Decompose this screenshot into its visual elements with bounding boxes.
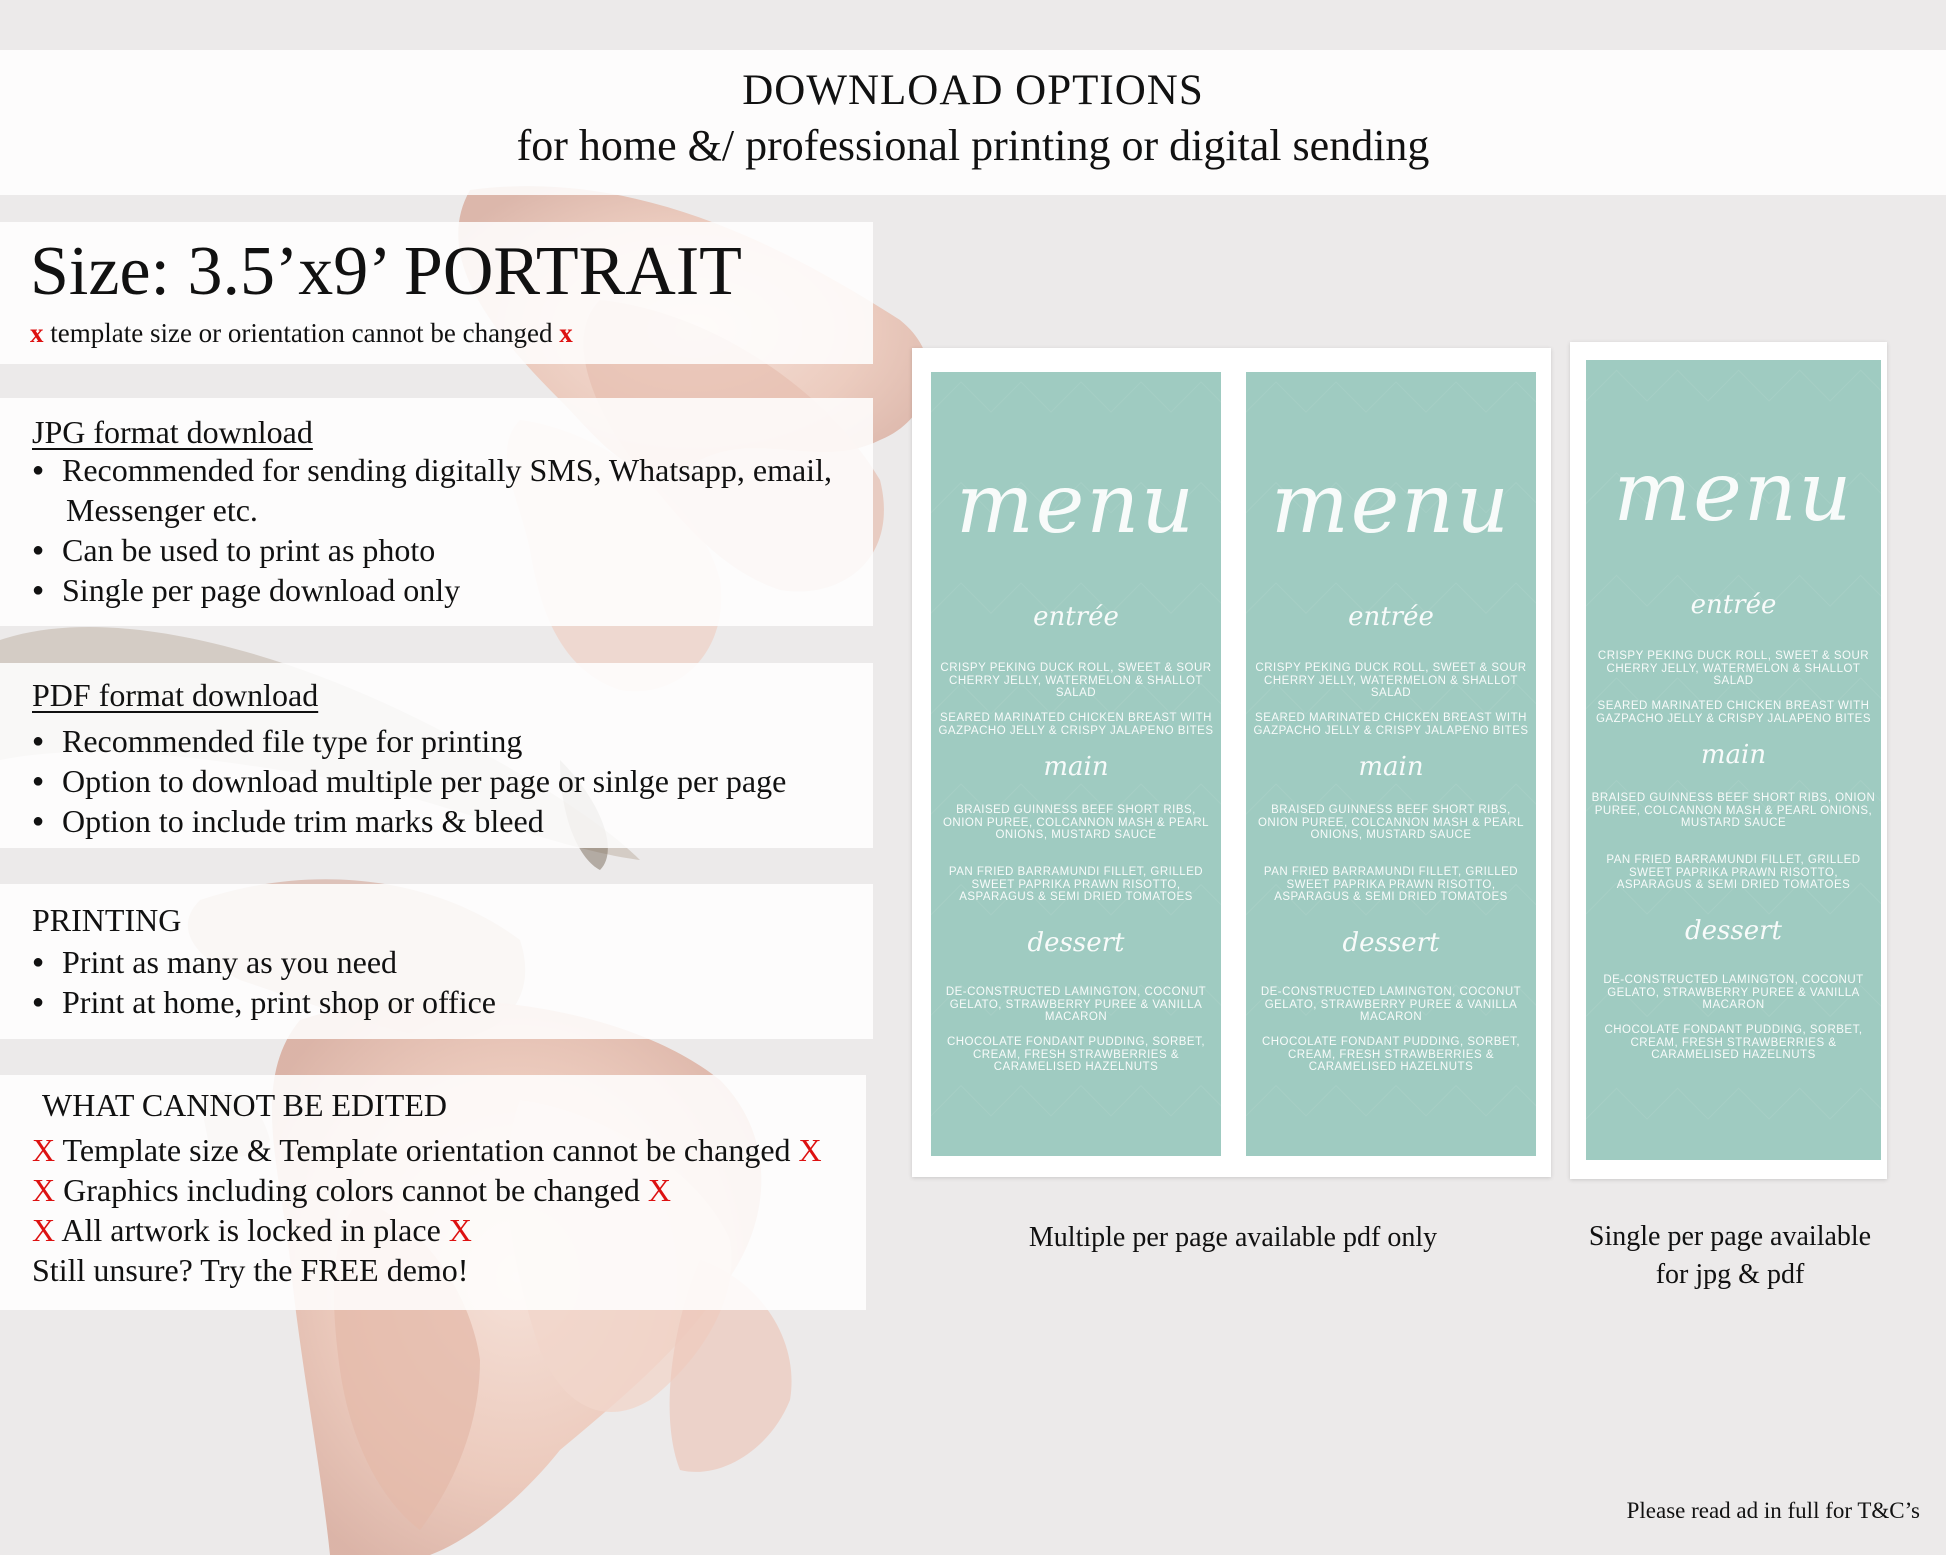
jpg-bullet-list [28,450,832,490]
demo-line: Still unsure? Try the FREE demo! [32,1252,469,1288]
terms-footnote: Please read ad in full for T&C’s [1626,1498,1920,1523]
jpg-heading: JPG format download [32,414,313,450]
menu-card-2 [1246,372,1536,1156]
printing-bullet-list [28,942,496,1022]
list-item: ● Print at home, print shop or office [28,982,496,1022]
menu-item: DE-CONSTRUCTED LAMINGTON, COCONUT GELATO, STRAWBERRY PUREE & VANILLA MACARON [1603,974,1864,1011]
menu-title: menu [1613,445,1854,540]
list-item: ● Can be used to print as photo [28,530,460,570]
entree-label: entrée [1348,602,1434,632]
entree-label: entrée [1690,590,1777,620]
cannot-edit-lines [32,1130,822,1290]
size-heading: Size: 3.5’x9’ PORTRAIT [30,233,742,310]
single-caption: Single per page available for jpg & pdf [1588,1221,1872,1290]
menu-item: SEARED MARINATED CHICKEN BREAST WITH GAZPACHO JELLY & CRISPY JALAPENO BITES [1253,712,1529,737]
red-x-icon: x [30,318,44,348]
menu-item: BRAISED GUINNESS BEEF SHORT RIBS, ONION PUREE, COLCANNON MASH & PEARL ONIONS, MUSTARD SAUCE [942,804,1210,841]
menu-item: CHOCOLATE FONDANT PUDDING, SORBET, CREAM, FRESH STRAWBERRIES & CARAMELISED HAZELNUTS [1261,1036,1521,1073]
menu-item: BRAISED GUINNESS BEEF SHORT RIBS, ONION PUREE, COLCANNON MASH & PEARL ONIONS, MUSTARD SAUCE [1591,792,1876,829]
list-item: ● Single per page download only [28,570,460,610]
menu-item: SEARED MARINATED CHICKEN BREAST WITH GAZPACHO JELLY & CRISPY JALAPENO BITES [938,712,1214,737]
menu-item: PAN FRIED BARRAMUNDI FILLET, GRILLED SWEET PAPRIKA PRAWN RISOTTO, ASPARAGUS & SEMI DRIED TOMATOES [948,866,1204,903]
main-label: main [1043,752,1109,782]
red-x-icon: X [798,1132,822,1168]
main-label: main [1700,740,1767,770]
menu-title: menu [956,457,1196,552]
multiple-caption: Multiple per page available pdf only [1028,1222,1438,1253]
dessert-label: dessert [1685,916,1782,946]
size-note-text: template size or orientation cannot be changed [50,318,553,348]
list-item: ● Option to download multiple per page or sinlge per page [28,761,786,801]
pdf-heading: PDF format download [32,677,319,713]
red-x-icon: x [559,318,573,348]
menu-item: SEARED MARINATED CHICKEN BREAST WITH GAZPACHO JELLY & CRISPY JALAPENO BITES [1595,700,1872,725]
entree-label: entrée [1033,602,1119,632]
red-x-icon: X [32,1172,56,1208]
printing-heading: PRINTING [32,902,182,938]
menu-item: DE-CONSTRUCTED LAMINGTON, COCONUT GELATO, STRAWBERRY PUREE & VANILLA MACARON [945,986,1207,1023]
list-item: ● Recommended for sending digitally SMS, Whatsapp, email, [28,450,832,490]
list-item: ● Recommended file type for printing [28,721,786,761]
header-banner [0,50,1946,195]
menu-item: PAN FRIED BARRAMUNDI FILLET, GRILLED SWEET PAPRIKA PRAWN RISOTTO, ASPARAGUS & SEMI DRIED TOMATOES [1263,866,1519,903]
menu-card-1 [931,372,1221,1156]
menu-card-3 [1586,360,1881,1160]
dessert-label: dessert [1342,928,1440,958]
jpg-bullet-continuation: Messenger etc. [66,492,258,528]
menu-item: CRISPY PEKING DUCK ROLL, SWEET & SOUR CHERRY JELLY, WATERMELON & SHALLOT SALAD [940,662,1212,699]
printing-section [0,884,873,1039]
cannot-edit-heading: WHAT CANNOT BE EDITED [42,1087,447,1123]
menu-item: CHOCOLATE FONDANT PUDDING, SORBET, CREAM, FRESH STRAWBERRIES & CARAMELISED HAZELNUTS [1604,1024,1863,1061]
page-title: DOWNLOAD OPTIONS [742,67,1204,114]
cannot-edit-section [0,1075,866,1310]
red-x-icon: X [448,1212,472,1248]
dessert-label: dessert [1027,928,1125,958]
size-panel [0,222,873,364]
red-x-icon: X [647,1172,671,1208]
menu-item: CRISPY PEKING DUCK ROLL, SWEET & SOUR CHERRY JELLY, WATERMELON & SHALLOT SALAD [1597,650,1870,687]
pdf-bullet-list [28,721,786,841]
menu-item: CHOCOLATE FONDANT PUDDING, SORBET, CREAM, FRESH STRAWBERRIES & CARAMELISED HAZELNUTS [946,1036,1206,1073]
red-x-icon: X [32,1212,56,1248]
list-item: X All artwork is locked in place X [32,1212,472,1248]
menu-item: PAN FRIED BARRAMUNDI FILLET, GRILLED SWEET PAPRIKA PRAWN RISOTTO, ASPARAGUS & SEMI DRIED TOMATOES [1606,854,1861,891]
list-item: X Graphics including colors cannot be changed X [32,1172,671,1208]
menu-item: CRISPY PEKING DUCK ROLL, SWEET & SOUR CHERRY JELLY, WATERMELON & SHALLOT SALAD [1255,662,1527,699]
page-subtitle: for home &/ professional printing or digital sending [516,121,1430,170]
menu-item: BRAISED GUINNESS BEEF SHORT RIBS, ONION PUREE, COLCANNON MASH & PEARL ONIONS, MUSTARD SAUCE [1257,804,1525,841]
list-item: ● Option to include trim marks & bleed [28,801,786,841]
menu-title: menu [1271,457,1511,552]
jpg-bullet-list-2 [28,530,460,610]
list-item: ● Print as many as you need [28,942,496,982]
jpg-section [0,398,873,626]
main-label: main [1358,752,1424,782]
menu-item: DE-CONSTRUCTED LAMINGTON, COCONUT GELATO, STRAWBERRY PUREE & VANILLA MACARON [1260,986,1522,1023]
pdf-section [0,663,873,848]
list-item: X Template size & Template orientation cannot be changed X [32,1132,822,1168]
size-note [30,318,573,349]
red-x-icon: X [32,1132,56,1168]
